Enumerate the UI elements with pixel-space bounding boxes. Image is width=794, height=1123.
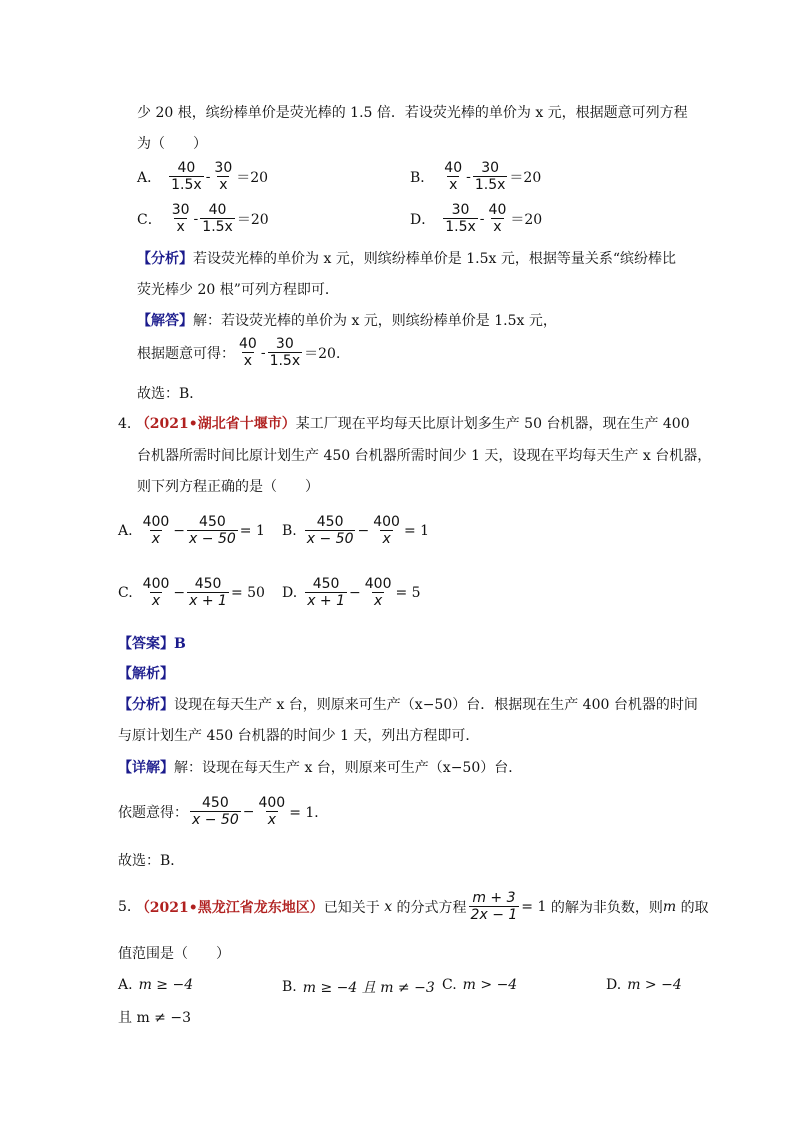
q5-option-c[interactable]: C. m > −4 — [442, 977, 518, 993]
fraction: $\frac{450}{x + 1}$ — [307, 576, 346, 609]
q4-answer: 【答案】B — [118, 636, 186, 652]
fraction: $\frac{400}{x}$ — [373, 514, 400, 547]
q3-option-d[interactable]: D． $\frac{30}{1.5x}$ - $\frac{40}{x}$ ＝20 — [410, 202, 543, 235]
q4-stem-line2: 台机器所需时间比原计划生产 450 台机器所需时间少 1 天，设现在平均每天生产 x 台机器， — [137, 448, 712, 464]
q4-option-a[interactable]: A. $\frac{400}{x}$ − $\frac{450}{x - 50}$ = 1 — [118, 514, 265, 547]
q5-option-d-tail: 且 m ≠ −3 — [118, 1010, 191, 1026]
q4-option-d[interactable]: D. $\frac{450}{x + 1}$ − $\frac{400}{x}$ = 5 — [282, 576, 421, 609]
q4-detail-line1: 【详解】解：设现在每天生产 x 台，则原来可生产（x−50）台． — [118, 760, 523, 776]
fraction: $\frac{450}{x - 50}$ — [306, 514, 354, 547]
fraction: $\frac{30}{1.5x}$ — [269, 336, 301, 369]
fraction: $\frac{40}{x}$ — [444, 160, 463, 193]
fraction: $\frac{400}{x}$ — [258, 795, 286, 828]
fraction: $\frac{40}{1.5x}$ — [171, 160, 202, 193]
q5-option-a[interactable]: A. m ≥ −4 — [118, 977, 194, 993]
q4-stem-line1: 4. （2021•湖北省十堰市）某工厂现在平均每天比原计划多生产 50 台机器，现在生产 400 — [118, 416, 690, 432]
fraction: $\frac{30}{1.5x}$ — [445, 202, 476, 235]
fraction: $\frac{400}{x}$ — [142, 576, 170, 609]
q4-detail-equation: 依题意得： $\frac{450}{x - 50}$ − $\frac{400}{x}$ = 1． — [118, 795, 329, 828]
q3-choose: 故选：B． — [137, 386, 204, 402]
fraction: $\frac{40}{1.5x}$ — [202, 202, 233, 235]
fraction: $\frac{450}{x - 50}$ — [192, 795, 239, 828]
q3-answer-line1: 【解答】解：若设荧光棒的单价为 x 元，则缤纷棒单价是 1.5x 元， — [137, 313, 557, 329]
fraction: $\frac{450}{x + 1}$ — [189, 576, 227, 609]
q5-option-b[interactable]: B. m ≥ −4 且 m ≠ −3 — [282, 979, 435, 996]
q3-analysis-line1: 【分析】若设荧光棒的单价为 x 元，则缤纷棒单价是 1.5x 元，根据等量关系“缤纷棒比 — [137, 251, 677, 267]
q3-option-c[interactable]: C． $\frac{30}{x}$ - $\frac{40}{1.5x}$ ＝20 — [137, 202, 269, 235]
fraction: $\frac{40}{x}$ — [239, 336, 257, 369]
q3-option-a[interactable]: A． $\frac{40}{1.5x}$ - $\frac{30}{x}$ ＝20 — [137, 160, 269, 193]
fraction: $\frac{30}{x}$ — [171, 202, 190, 235]
q4-option-c[interactable]: C. $\frac{400}{x}$ − $\frac{450}{x + 1}$ = 50 — [118, 576, 265, 609]
fraction: $\frac{40}{x}$ — [488, 202, 507, 235]
q5-option-d[interactable]: D. m > −4 — [606, 977, 682, 993]
q4-jiexi: 【解析】 — [118, 666, 174, 682]
fraction: $\frac{30}{1.5x}$ — [474, 160, 506, 193]
q5-stem-line1: 5. （2021•黑龙江省龙东地区） 已知关于 x 的分式方程 $\frac{m + 3}{2x - 1}$ = 1 的解为非负数，则 m 的取 — [118, 890, 709, 923]
q3-stem-line2: 为（ ） — [137, 136, 207, 152]
fraction: $\frac{30}{x}$ — [214, 160, 233, 193]
q4-choose: 故选：B． — [118, 853, 185, 869]
fraction: $\frac{m + 3}{2x - 1}$ — [470, 890, 518, 923]
fraction: $\frac{400}{x}$ — [142, 514, 170, 547]
q4-stem-line3: 则下列方程正确的是（ ） — [137, 479, 319, 495]
fraction: $\frac{450}{x - 50}$ — [189, 514, 236, 547]
q4-fenxi-line1: 【分析】设现在每天生产 x 台，则原来可生产（x−50）台．根据现在生产 400 台机器的时间 — [118, 697, 698, 713]
q3-analysis-line2: 荧光棒少 20 根”可列方程即可． — [137, 282, 339, 298]
q5-stem-line2: 值范围是（ ） — [118, 946, 230, 962]
q4-fenxi-line2: 与原计划生产 450 台机器的时间少 1 天，列出方程即可． — [118, 728, 480, 744]
q3-option-b[interactable]: B． $\frac{40}{x}$ - $\frac{30}{1.5x}$ ＝20 — [410, 160, 542, 193]
q3-answer-equation: 根据题意可得： $\frac{40}{x}$ - $\frac{30}{1.5x}$ ＝20． — [137, 336, 350, 369]
q3-stem-line1: 少 20 根，缤纷棒单价是荧光棒的 1.5 倍．若设荧光棒的单价为 x 元，根据题意可列方程 — [137, 105, 688, 121]
q4-option-b[interactable]: B. $\frac{450}{x - 50}$ − $\frac{400}{x}$ = 1 — [282, 514, 430, 547]
fraction: $\frac{400}{x}$ — [364, 576, 392, 609]
